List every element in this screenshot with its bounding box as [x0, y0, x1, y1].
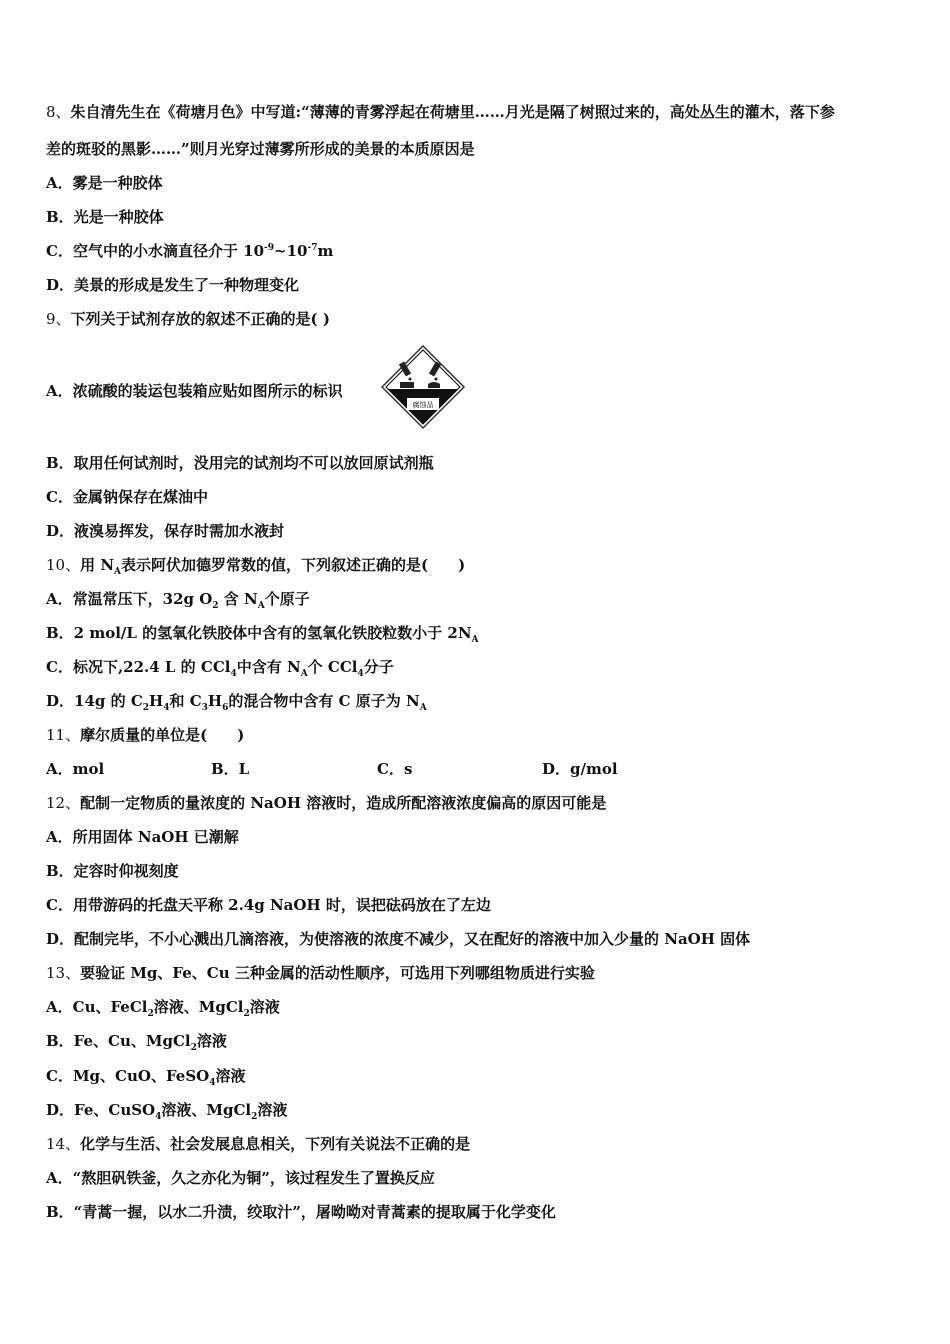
q13-a-post: 溶液	[249, 998, 280, 1016]
q10-a-post: 个原子	[264, 590, 310, 608]
q8-c-unit: m	[317, 242, 334, 260]
q13-a-s2: 2	[243, 1009, 250, 1019]
q14-option-a: A．“熬胆矾铁釜，久之亦化为铜”，该过程发生了置换反应	[46, 1169, 435, 1187]
q13-stem-text: 要验证 Mg、Fe、Cu 三种金属的活动性顺序，可选用下列哪组物质进行实验	[80, 964, 595, 982]
q8-number: 8、	[46, 103, 71, 121]
q14-number: 14、	[46, 1135, 81, 1153]
q10-d-s2: 4	[163, 703, 170, 713]
q8-stem-text1: 朱自清先生在《荷塘月色》中写道:“薄薄的青雾浮起在荷塘里……月光是隔了树照过来的，高处丛生的灌木，落下参	[70, 103, 835, 121]
q13-c-s1: 4	[209, 1078, 216, 1088]
q8-option-b: B．光是一种胶体	[46, 208, 164, 226]
q10-stem-post: 表示阿伏加德罗常数的值，下列叙述正确的是( )	[121, 556, 466, 574]
q10-a-pre: A．常温常压下，32g O	[46, 590, 213, 608]
q13-d-s2: 2	[251, 1112, 258, 1122]
q10-b-sub: A	[471, 635, 479, 645]
q13-a-pre: A．Cu、FeCl	[46, 998, 148, 1016]
q12-stem-text: 配制一定物质的量浓度的 NaOH 溶液时，造成所配溶液浓度偏高的原因可能是	[80, 794, 607, 812]
q12-option-d: D．配制完毕，不小心溅出几滴溶液，为使溶液的浓度不减少，又在配好的溶液中加入少量的 NaOH 固体	[46, 930, 751, 948]
q9-option-a: A．浓硫酸的装运包装箱应贴如图所示的标识	[46, 382, 343, 400]
q13-d-post: 溶液	[257, 1101, 288, 1119]
q10-c-pre: C．标况下,22.4 L 的 CCl	[46, 658, 231, 676]
q9-option-b: B．取用任何试剂时，没用完的试剂均不可以放回原试剂瓶	[46, 454, 434, 472]
q13-d-pre: D．Fe、CuSO	[46, 1101, 156, 1119]
q10-b-pre: B．2 mol/L 的氢氧化铁胶体中含有的氢氧化铁胶粒数小于 2N	[46, 624, 472, 642]
q13-c-post: 溶液	[215, 1067, 246, 1085]
q11-option-a: A．mol	[46, 760, 105, 778]
hazard-sign-label: 腐蚀品	[412, 401, 434, 409]
q13-option-a	[46, 997, 280, 1017]
q10-a-sub1: 2	[212, 601, 219, 611]
q8-stem-line1	[46, 102, 835, 122]
q13-d-mid: 溶液、MgCl	[161, 1101, 252, 1119]
q13-option-d	[46, 1100, 287, 1120]
q14-option-b: B．“青蒿一握，以水二升渍，绞取汁”，屠呦呦对青蒿素的提取属于化学变化	[46, 1203, 556, 1221]
q8-c-text: C．空气中的小水滴直径介于 10	[46, 242, 265, 260]
q13-a-s1: 2	[147, 1009, 154, 1019]
q9-option-d: D．液溴易挥发，保存时需加水液封	[46, 522, 285, 540]
q9-option-c: C．金属钠保存在煤油中	[46, 488, 208, 506]
q10-c-post: 分子	[363, 658, 394, 676]
q8-option-d: D．美景的形成是发生了一种物理变化	[46, 276, 300, 294]
q9-number: 9、	[46, 310, 71, 328]
q8-option-a: A．雾是一种胶体	[46, 174, 163, 192]
q10-c-sub3: 4	[357, 669, 364, 679]
q12-option-c: C．用带游码的托盘天平称 2.4g NaOH 时，误把砝码放在了左边	[46, 896, 491, 914]
q10-d-s3: 3	[201, 703, 208, 713]
q8-c-exp1: -9	[264, 243, 275, 253]
q13-stem	[46, 963, 595, 983]
q14-stem-text: 化学与生活、社会发展息息相关，下列有关说法不正确的是	[80, 1135, 471, 1153]
q11-options-row	[46, 758, 746, 780]
q13-b-s1: 2	[190, 1043, 197, 1053]
q12-stem	[46, 793, 606, 813]
q8-c-exp2: -7	[307, 243, 318, 253]
q10-d-t1: H	[149, 692, 164, 710]
q10-d-s4: 6	[222, 703, 229, 713]
q10-stem-sub: A	[114, 567, 122, 577]
q11-option-d: D．g/mol	[542, 760, 618, 778]
q10-a-sub2: A	[257, 601, 265, 611]
q10-stem-pre: 用 N	[80, 556, 115, 574]
q10-stem	[46, 555, 465, 575]
q9-stem-text: 下列关于试剂存放的叙述不正确的是( )	[70, 310, 330, 328]
q8-option-c	[46, 241, 333, 261]
q11-option-c: C．s	[377, 760, 413, 778]
q10-option-b	[46, 623, 479, 643]
q10-number: 10、	[46, 556, 81, 574]
q13-a-mid: 溶液、MgCl	[153, 998, 244, 1016]
q13-option-b	[46, 1031, 227, 1051]
q12-number: 12、	[46, 794, 81, 812]
q10-d-pre: D．14g 的 C	[46, 692, 143, 710]
q10-c-mid2: 个 CCl	[307, 658, 358, 676]
q10-c-mid1: 中含有 N	[236, 658, 301, 676]
q8-c-mid: ~10	[274, 242, 308, 260]
q9-stem	[46, 309, 330, 329]
q10-a-mid: 含 N	[218, 590, 258, 608]
q12-option-b: B．定容时仰视刻度	[46, 862, 179, 880]
q10-d-s5: A	[419, 703, 427, 713]
q14-stem	[46, 1134, 470, 1154]
q11-stem	[46, 725, 244, 745]
q10-c-sub1: 4	[230, 669, 237, 679]
corrosive-hazard-sign	[380, 344, 466, 430]
q10-c-sub2: A	[300, 669, 308, 679]
q10-d-t3: H	[207, 692, 223, 710]
q10-d-s1: 2	[142, 703, 150, 713]
q13-b-pre: B．Fe、Cu、MgCl	[46, 1032, 191, 1050]
q10-d-t2: 和 C	[169, 692, 202, 710]
q13-option-c	[46, 1066, 246, 1086]
q13-number: 13、	[46, 964, 81, 982]
q8-stem-line2: 差的斑驳的黑影……”则月光穿过薄雾所形成的美景的本质原因是	[46, 140, 475, 158]
q11-stem-text: 摩尔质量的单位是( )	[80, 726, 245, 744]
q12-option-a: A．所用固体 NaOH 已潮解	[46, 828, 239, 846]
q11-number: 11、	[46, 726, 81, 744]
q10-option-d	[46, 691, 427, 711]
q11-option-b: B．L	[211, 760, 250, 778]
q10-d-t4: 的混合物中含有 C 原子为 N	[228, 692, 420, 710]
q13-d-s1: 4	[155, 1112, 162, 1122]
q10-option-c	[46, 657, 394, 677]
q13-b-post: 溶液	[196, 1032, 227, 1050]
q10-option-a	[46, 589, 310, 609]
q13-c-pre: C．Mg、CuO、FeSO	[46, 1067, 210, 1085]
